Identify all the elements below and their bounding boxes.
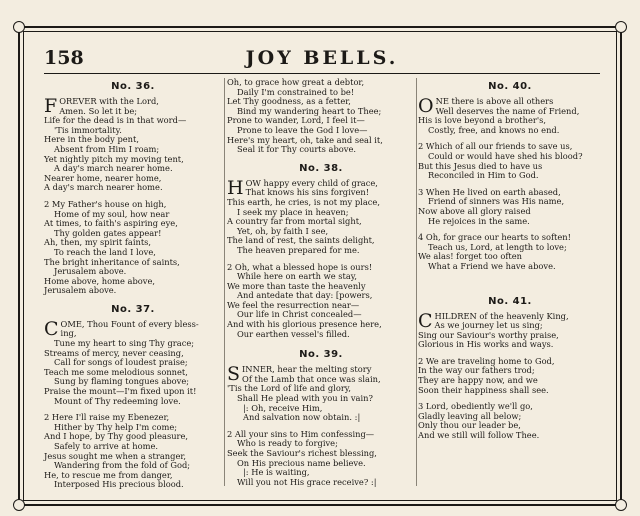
verse-line: Only thou our leader be, [418, 420, 521, 431]
corner-ornament [13, 21, 25, 33]
verse-line: Our earthen vessel's filled. [237, 328, 350, 339]
verse-line: The bright inheritance of saints, [44, 256, 180, 267]
corner-ornament [13, 499, 25, 511]
hymn-number: No. 36. [111, 81, 155, 92]
verse-line: Seek the Saviour's richest blessing, [227, 448, 377, 458]
page-title: JOY BELLS. [245, 47, 399, 69]
verse-line: While here on earth we stay, [237, 271, 358, 282]
verse-line: Jerusalem above. [54, 266, 127, 277]
verse-line: A day's march nearer home. [54, 163, 173, 174]
verse-line: 2 Here I'll raise my Ebenezer, [44, 412, 170, 423]
verse-line: Praise the mount—I'm fixed upon it! [44, 386, 197, 397]
hymn-41 [418, 296, 602, 441]
verse-line: Oh, to grace how great a debtor, [227, 77, 365, 87]
verse-line: Shall He plead with you in vain? [237, 393, 373, 404]
verse-line: |: He is waiting, [243, 467, 310, 478]
verse-line: I seek my place in heaven; [237, 206, 349, 217]
verse-line: Seal it for Thy courts above. [237, 144, 356, 155]
verse-line: 3 When He lived on earth abased, [418, 186, 561, 197]
verse-line: Prone to wander, Lord, I feel it— [227, 115, 365, 126]
drop-cap: S [227, 363, 241, 386]
verse-line: A day's march nearer home. [44, 182, 163, 193]
verse-line: Bind my wandering heart to Thee; [237, 105, 382, 116]
verse-line: We alas! forget too often [418, 251, 523, 262]
verse-line: Life for the dead is in that word— [44, 115, 187, 126]
column-left [44, 78, 222, 490]
verse-line: Teach us, Lord, at length to love; [428, 241, 567, 252]
page-number: 158 [44, 47, 84, 69]
hymn-37 [44, 304, 222, 490]
verse-line: And with his glorious presence here, [227, 319, 382, 330]
hymn-38 [227, 163, 415, 340]
verse-line: A country far from mortal sight, [227, 216, 362, 227]
verse-line: On His precious name believe. [237, 457, 366, 468]
verse-line: Jesus sought me when a stranger, [44, 450, 187, 461]
hymn-number: No. 40. [488, 81, 532, 92]
header-rule [44, 73, 600, 74]
drop-cap: C [44, 317, 59, 340]
drop-cap: O [418, 95, 434, 117]
first-line: OW happy every child of grace, [245, 177, 378, 188]
hymn-number: No. 38. [299, 162, 343, 174]
verse-line: |: Oh, receive Him, [243, 402, 323, 413]
verse-line: He rejoices in the same. [428, 215, 530, 226]
verse-line: Mount of Thy redeeming love. [54, 395, 181, 406]
verse-line: To reach the land I love, [54, 246, 156, 257]
column-divider [416, 78, 417, 486]
verse-line: We more than taste the heavenly [227, 280, 366, 291]
drop-cap: C [418, 309, 433, 332]
first-line: INNER, hear the melting story [242, 364, 372, 375]
verse-line: Sung by flaming tongues above; [54, 376, 190, 387]
verse-line: Wandering from the fold of God; [54, 460, 191, 471]
verse-line: His is love beyond a brother's, [418, 115, 546, 126]
verse-line: Now above all glory raised [418, 205, 531, 216]
hymn-39 [227, 349, 415, 487]
verse-line: Here's my heart, oh, take and seal it, [227, 134, 383, 145]
verse-line: 4 Oh, for grace our hearts to soften! [418, 232, 571, 243]
verse-line: At times, to faith's aspiring eye, [44, 218, 178, 229]
hymn-37-continued [227, 78, 415, 155]
verse-line: Let Thy goodness, as a fetter, [227, 96, 351, 107]
verse-line: We feel the resurrection near— [227, 299, 360, 310]
verse-line: Will you not His grace receive? :| [237, 476, 377, 487]
verse-line: Here in the body pent, [44, 134, 139, 145]
verse-line: Well deserves the name of Friend, [435, 105, 580, 116]
verse-line: Amen. So let it be; [59, 105, 138, 116]
verse-line: The land of rest, the saints delight, [227, 235, 375, 246]
verse-line: Tune my heart to sing Thy grace; [54, 338, 195, 349]
hymn-36 [44, 81, 222, 296]
verse-line: Who is ready to forgive; [237, 438, 338, 449]
verse-line: Safely to arrive at home. [54, 441, 158, 451]
verse-line: As we journey let us sing; [434, 320, 543, 331]
verse-line: Daily I'm constrained to be! [237, 86, 355, 97]
verse-line: 3 Lord, obediently we'll go, [418, 401, 533, 412]
verse-line: Absent from Him I roam; [54, 143, 160, 154]
first-line: OREVER with the Lord, [59, 96, 159, 106]
verse-line: What a Friend we have above. [428, 260, 556, 271]
verse-line: And salvation now obtain. :| [243, 412, 361, 423]
verse-line: Home of my soul, how near [54, 208, 170, 219]
verse-line: Jerusalem above. [44, 285, 117, 296]
verse-line: Yet, oh, by faith I see, [237, 225, 329, 236]
verse-line: He, to rescue me from danger, [44, 469, 173, 480]
verse-line: Could or would have shed his blood? [428, 150, 583, 161]
page-header [44, 47, 600, 73]
verse-line: Costly, free, and knows no end. [428, 124, 560, 135]
first-line: HILDREN of the heavenly King, [434, 310, 569, 321]
verse-line: 2 My Father's house on high, [44, 198, 167, 209]
hymn-number: No. 37. [111, 303, 155, 315]
column-divider [224, 78, 225, 486]
verse-line: The heaven prepared for me. [237, 244, 360, 255]
verse-line: Soon their happiness shall see. [418, 384, 549, 395]
verse-line: 'Tis immortality. [54, 124, 122, 135]
verse-line: Yet nightly pitch my moving tent, [44, 153, 184, 164]
first-line: NE there is above all others [435, 96, 554, 106]
verse-line: And we still will follow Thee. [418, 430, 540, 441]
verse-line: This earth, he cries, is not my place, [227, 196, 380, 207]
verse-line: They are happy now, and we [418, 375, 538, 386]
verse-line: Home above, home above, [44, 275, 156, 286]
first-line: OME, Thou Fount of every bless- [60, 318, 199, 329]
drop-cap: H [227, 176, 244, 199]
verse-line: But this Jesus died to have us [418, 160, 543, 171]
verse-line: Our life in Christ concealed— [237, 309, 362, 320]
verse-line: Streams of mercy, never ceasing, [44, 347, 184, 358]
hymn-number: No. 41. [488, 295, 532, 307]
column-right [418, 78, 602, 441]
verse-line: That knows his sins forgiven! [245, 187, 370, 198]
corner-ornament [615, 21, 627, 33]
verse-line: 2 We are traveling home to God, [418, 355, 555, 366]
verse-line: Friend of sinners was His name, [428, 196, 565, 207]
verse-line: Hither by Thy help I'm come; [54, 421, 178, 432]
hymn-number: No. 39. [299, 349, 343, 361]
verse-line: ing, [60, 328, 77, 339]
verse-line: 2 Which of all our friends to save us, [418, 141, 573, 152]
verse-line: Gladly leaving all below; [418, 410, 522, 421]
verse-line: Ah, then, my spirit faints, [44, 237, 152, 248]
verse-line: Prone to leave the God I love— [237, 124, 368, 135]
verse-line: And antedate that day: [powers, [237, 290, 373, 301]
verse-line: Teach me some melodious sonnet, [44, 366, 188, 377]
drop-cap: F [44, 95, 58, 117]
hymn-40 [418, 81, 602, 272]
verse-line: Of the Lamb that once was slain, [242, 373, 381, 384]
verse-line: Reconciled in Him to God. [428, 170, 539, 181]
verse-line: Nearer home, nearer home, [44, 172, 162, 183]
verse-line: 2 Oh, what a blessed hope is ours! [227, 261, 373, 272]
verse-line: 2 All your sins to Him confessing— [227, 428, 375, 439]
verse-line: Thy golden gates appear! [54, 227, 162, 238]
corner-ornament [615, 499, 627, 511]
verse-line: And I hope, by Thy good pleasure, [44, 431, 189, 442]
verse-line: Call for songs of loudest praise; [54, 357, 188, 368]
verse-line: In the way our fathers trod; [418, 365, 535, 376]
verse-line: 'Tis the Lord of life and glory, [227, 383, 352, 394]
column-middle [227, 78, 415, 487]
verse-line: Glorious in His works and ways. [418, 339, 554, 350]
verse-line: Interposed His precious blood. [54, 479, 184, 490]
verse-line: Sing our Saviour's worthy praise, [418, 329, 559, 340]
